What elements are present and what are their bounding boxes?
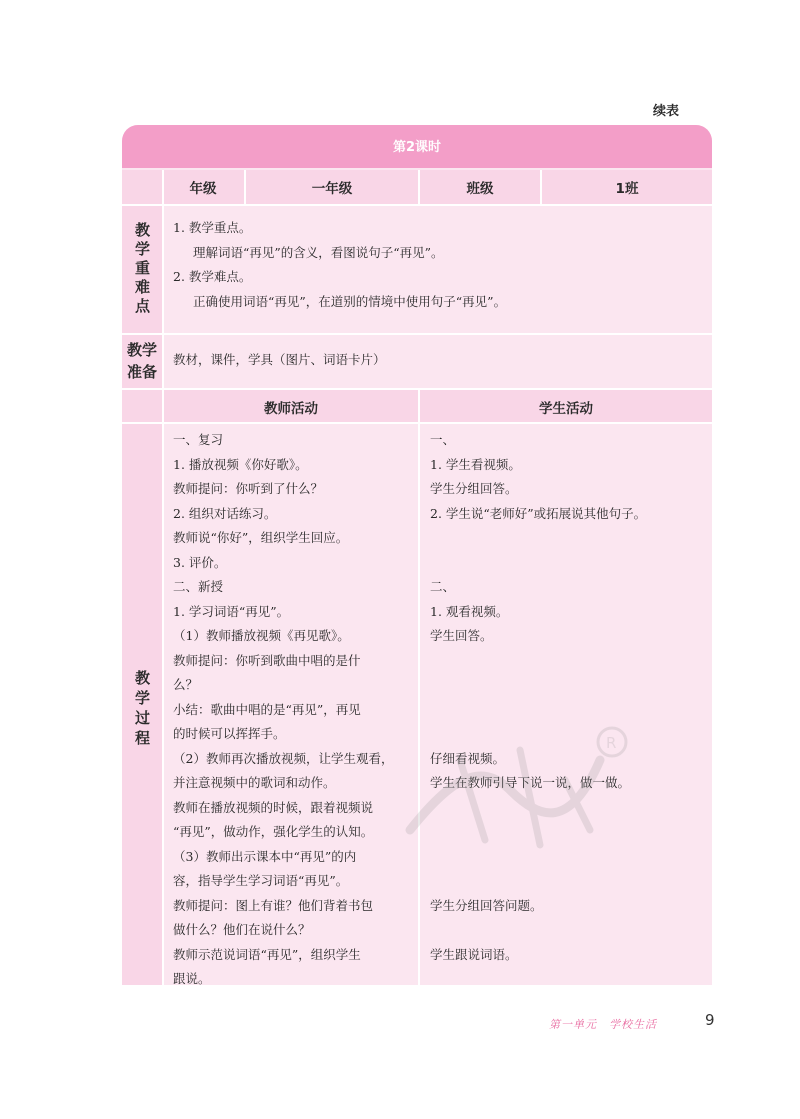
teacher-line: 二、新授 [173,579,224,594]
student-line: 学生分组回答问题。 [430,897,543,913]
teacher-line: 教师在播放视频的时候，跟着视频说 [173,799,374,815]
student-line [430,526,646,551]
continued-label: 续表 [653,104,680,119]
teacher-line: 并注意视频中的歌词和动作。 [173,775,336,790]
teacher-line: 容，指导学生学习词语“再见”。 [173,873,349,888]
teacher-line: 教师示范说词语“再见”，组织学生 [173,946,361,962]
key-points-label-text: 教学重难点 [133,221,151,317]
student-line: 二、 [430,579,456,594]
teacher-line: “再见”，做动作，强化学生的认知。 [173,824,374,839]
teacher-line: （2）教师再次播放视频，让学生观看， [173,750,394,766]
teacher-line: 教师提问：图上有谁？他们背着书包 [173,897,374,913]
student-line: 2. 学生说“老师好”或拓展说其他句子。 [430,505,647,521]
student-line [430,673,646,698]
row-divider [122,333,712,335]
key-points-label [122,209,162,329]
teacher-line: 1. 播放视频《你好歌》。 [173,456,308,472]
key-point-line: 理解词语“再见”的含义，看图说句子“再见”。 [193,244,444,260]
teacher-line: （1）教师播放视频《再见歌》。 [173,628,350,643]
class-value: 1班 [615,181,639,197]
page-number: 9 [705,1011,715,1029]
grade-value: 一年级 [311,181,353,197]
student-line: 学生跟说词语。 [430,946,518,962]
preparation-label [122,339,162,383]
student-line: 仔细看视频。 [430,750,506,766]
info-divider [418,170,420,204]
grade-label: 年级 [189,181,217,197]
activity-divider [418,390,420,985]
teacher-activity-content [173,428,393,985]
preparation-label-line: 准备 [126,363,157,381]
student-line [430,551,646,576]
table-title: 第2课时 [122,125,712,168]
footer-unit-text: 第一单元 学校生活 [549,1018,657,1031]
teacher-line: 小结：歌曲中唱的是“再见”，再见 [173,701,361,717]
process-label-text: 教学过程 [133,670,151,750]
class-label: 班级 [466,181,494,197]
row-divider [122,422,712,424]
student-line: 学生分组回答。 [430,481,518,496]
key-point-line: 2. 教学难点。 [173,269,252,284]
student-line [430,869,646,894]
publisher-watermark-logo [390,720,630,870]
student-line: 1. 学生看视频。 [430,456,521,472]
student-line [430,698,646,723]
student-line: 一、 [430,432,456,447]
key-points-content [173,216,506,314]
teacher-line: 一、复习 [173,432,224,447]
student-line: 学生回答。 [430,628,493,643]
teacher-line: 2. 组织对话练习。 [173,505,277,521]
teacher-line: 1. 学习词语“再见”。 [173,603,290,619]
process-label [122,655,162,765]
teacher-line: （3）教师出示课本中“再见”的内 [173,848,357,864]
teacher-line: 做什么？他们在说什么？ [173,922,311,937]
teacher-line: 3. 评价。 [173,554,227,570]
student-line: 学生在教师引导下说一说，做一做。 [430,775,631,790]
student-line: 1. 观看视频。 [430,603,509,619]
svg-text:R: R [606,734,617,752]
teacher-line: 教师提问：你听到了什么？ [173,481,324,496]
student-activity-content [430,428,646,985]
student-line [430,918,646,943]
teacher-line: 的时候可以挥挥手。 [173,726,286,741]
teacher-line: 么？ [173,677,199,692]
preparation-text: 教材，课件，学具（图片、词语卡片） [173,352,386,367]
row-divider [122,204,712,206]
preparation-label-line: 教学 [126,341,157,359]
left-column-divider [162,170,164,985]
student-line [430,967,646,985]
info-divider [540,170,542,204]
teacher-line: 教师提问：你听到歌曲中唱的是什 [173,652,361,668]
teacher-line: 跟说。 [173,971,211,985]
teacher-activity-header: 教师活动 [264,401,318,417]
key-point-line: 正确使用词语“再见”，在道别的情境中使用句子“再见”。 [193,293,507,309]
info-divider [244,170,246,204]
teacher-line: 教师说“你好”，组织学生回应。 [173,530,349,545]
key-point-line: 1. 教学重点。 [173,220,252,235]
student-line [430,649,646,674]
student-activity-header: 学生活动 [539,401,593,417]
